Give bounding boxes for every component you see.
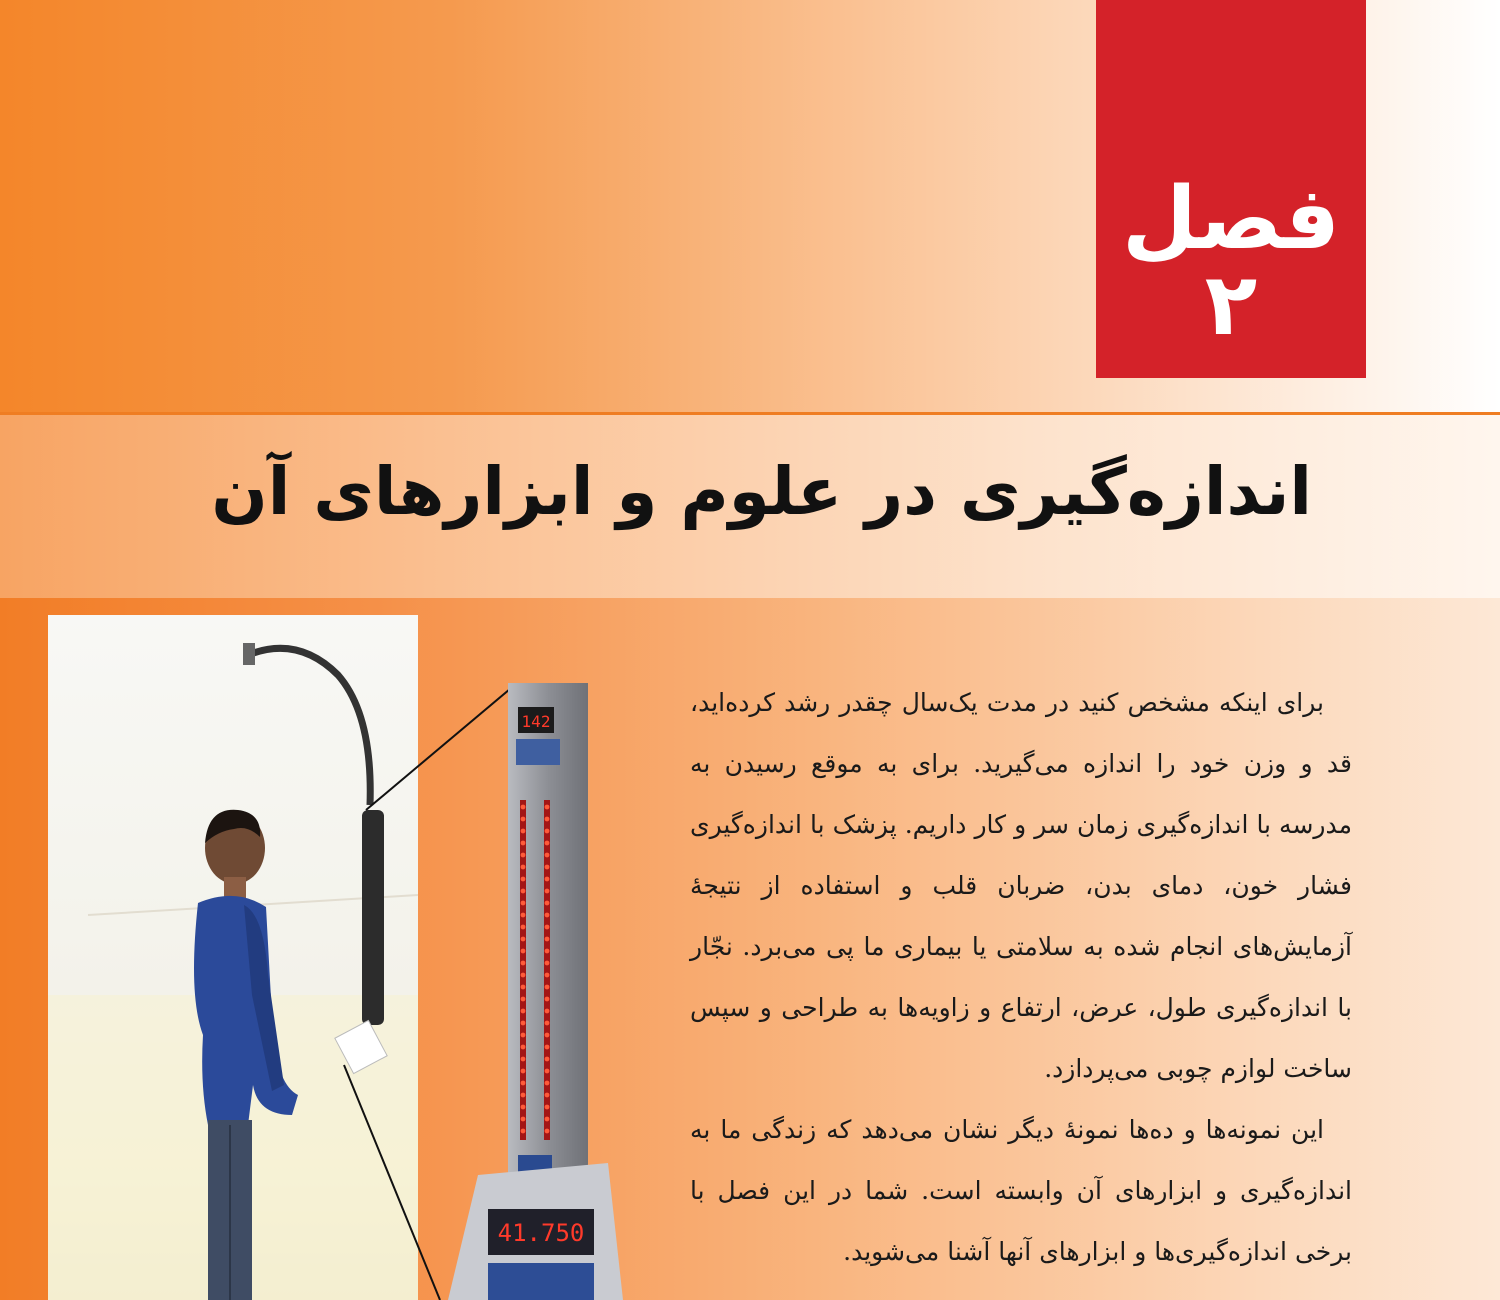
chapter-tab xyxy=(1096,0,1366,378)
led-dot xyxy=(521,865,526,870)
led-dot xyxy=(521,889,526,894)
led-dot xyxy=(521,925,526,930)
led-dot xyxy=(545,1021,550,1026)
intro-text xyxy=(690,672,1352,1282)
led-dot xyxy=(521,829,526,834)
title-band xyxy=(0,415,1500,598)
led-dot xyxy=(521,1033,526,1038)
led-dot xyxy=(521,901,526,906)
led-dot xyxy=(545,961,550,966)
led-dot xyxy=(545,1033,550,1038)
led-dot xyxy=(521,805,526,810)
led-dot xyxy=(521,1129,526,1134)
led-dot xyxy=(545,997,550,1002)
led-dot xyxy=(521,817,526,822)
led-dot xyxy=(545,1057,550,1062)
led-dot xyxy=(521,1069,526,1074)
led-dot xyxy=(545,865,550,870)
led-dot xyxy=(521,985,526,990)
stadiometer-illustration xyxy=(48,615,648,1300)
led-dot xyxy=(545,1081,550,1086)
led-dot xyxy=(545,1093,550,1098)
height-readout: 142 xyxy=(521,712,551,731)
led-dot xyxy=(521,1093,526,1098)
led-dot xyxy=(545,1105,550,1110)
led-dot xyxy=(545,1009,550,1014)
chapter-title: اندازه‌گیری در علوم و ابزارهای آن xyxy=(211,453,1312,530)
led-dot xyxy=(545,1117,550,1122)
led-dot xyxy=(545,925,550,930)
led-dot xyxy=(521,1117,526,1122)
weight-readout: 41.750 xyxy=(497,1219,585,1247)
chapter-number-label: فصل ۲ xyxy=(1122,169,1340,355)
led-dot xyxy=(521,961,526,966)
led-dot xyxy=(545,1129,550,1134)
led-dot xyxy=(545,817,550,822)
led-dot xyxy=(545,1045,550,1050)
led-dot xyxy=(521,853,526,858)
led-dot xyxy=(545,913,550,918)
led-dot xyxy=(521,1081,526,1086)
led-dot xyxy=(521,937,526,942)
led-dot xyxy=(521,1009,526,1014)
led-dot xyxy=(545,1069,550,1074)
led-dot xyxy=(521,1057,526,1062)
led-dot xyxy=(521,1105,526,1110)
paragraph-2: این نمونه‌ها و ده‌ها نمونهٔ دیگر نشان می‌دهد که زندگی ما به اندازه‌گیری و ابزارهای آن وابسته است. شما در این فصل با برخی اندازه‌گیری‌ها و ابزارهای آنها آشنا می‌شوید. xyxy=(690,1115,1352,1266)
led-dot xyxy=(545,841,550,846)
led-dot xyxy=(545,877,550,882)
led-dot xyxy=(545,973,550,978)
led-dot xyxy=(545,901,550,906)
led-dot xyxy=(545,937,550,942)
led-dot xyxy=(521,913,526,918)
led-dot xyxy=(521,841,526,846)
led-dot xyxy=(545,889,550,894)
led-dot xyxy=(521,877,526,882)
led-dot xyxy=(521,1021,526,1026)
paragraph-1: برای اینکه مشخص کنید در مدت یک‌سال چقدر رشد کرده‌اید، قد و وزن خود را اندازه می‌گیرید. برای به موقع رسیدن به مدرسه با اندازه‌گیری زمان سر و کار داریم. پزشک با اندازه‌گیری فشار خون، دمای بدن، ضربان قلب و استفاده از نتیجهٔ آزمایش‌های انجام شده به سلامتی یا بیماری ما پی می‌برد. نجّار با اندازه‌گیری طول، عرض، ارتفاع و زاویه‌ها به طراحی و سپس ساخت لوازم چوبی می‌پردازد. xyxy=(690,688,1352,1083)
led-dot xyxy=(521,1045,526,1050)
led-dot xyxy=(521,973,526,978)
led-dot xyxy=(545,805,550,810)
led-dot xyxy=(521,949,526,954)
led-dot xyxy=(545,829,550,834)
led-dot xyxy=(521,997,526,1002)
led-dot xyxy=(545,985,550,990)
led-dot xyxy=(545,949,550,954)
led-dot xyxy=(545,853,550,858)
